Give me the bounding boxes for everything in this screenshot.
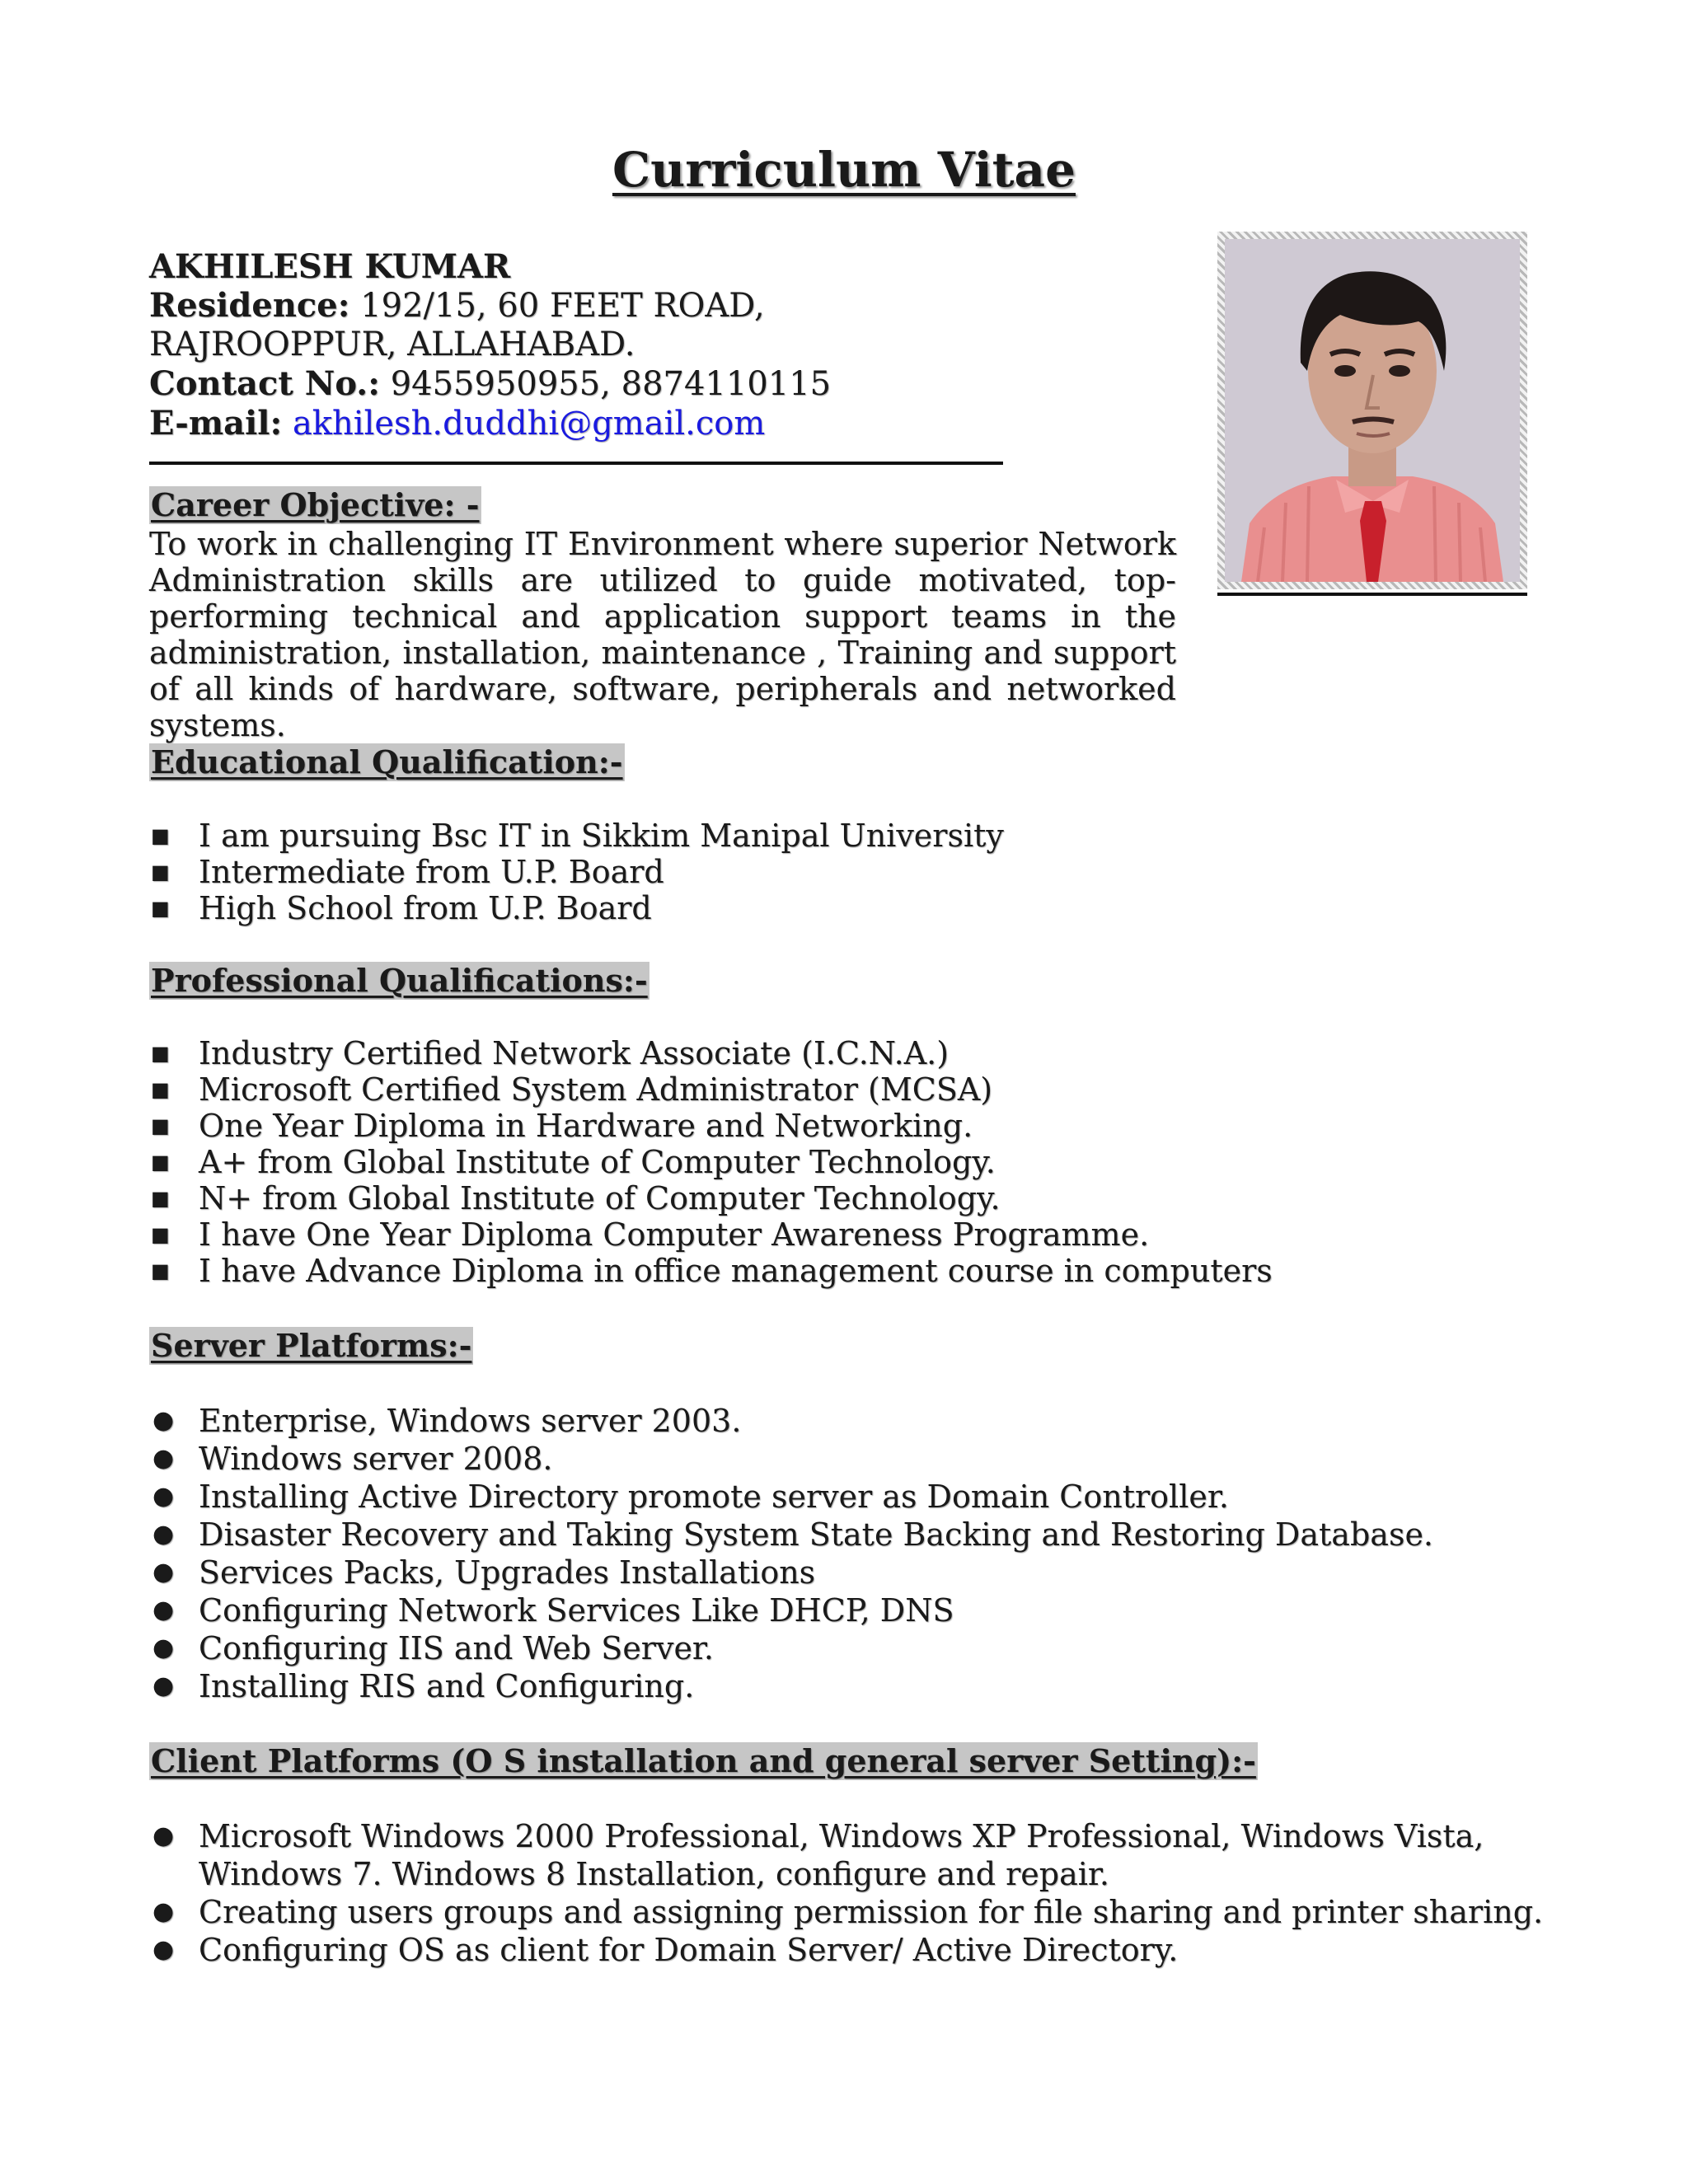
candidate-name: AKHILESH KUMAR [149,247,511,286]
round-bullet-icon: ● [152,1444,175,1473]
square-bullet-icon: ■ [151,824,170,847]
list-item: ● Enterprise, Windows server 2003. [152,1403,742,1439]
list-item: ● Installing RIS and Configuring. [152,1668,695,1704]
square-bullet-icon: ■ [151,897,170,920]
round-bullet-icon: ● [152,1406,175,1435]
list-item: ● Configuring Network Services Like DHCP, DNS [152,1592,954,1629]
round-bullet-icon: ● [152,1821,175,1850]
list-item: ● Configuring IIS and Web Server. [152,1630,714,1666]
education-heading: Educational Qualification:- [151,743,623,780]
square-bullet-icon: ■ [151,1151,170,1174]
residence-label: Residence: [149,286,350,325]
document-title: Curriculum Vitae [612,142,1076,198]
list-item: ■ I have One Year Diploma Computer Awareness Programme. [151,1216,1150,1253]
contact-label: Contact No.: [149,364,380,403]
round-bullet-icon: ● [152,1558,175,1586]
round-bullet-icon: ● [152,1520,175,1549]
list-item: ■ One Year Diploma in Hardware and Networking. [151,1108,973,1144]
client-platforms-list [149,1817,1543,1969]
list-item: ● Services Packs, Upgrades Installations [152,1554,816,1591]
residence-line [149,286,1015,326]
contact-header [149,247,1015,443]
list-item: ● Windows server 2008. [152,1441,553,1477]
career-objective-heading: Career Objective: - [151,486,480,523]
list-item: ● Configuring OS as client for Domain Server/ Active Directory. [152,1932,1179,1968]
email-link[interactable]: akhilesh.duddhi@gmail.com [292,405,766,443]
residence-address-line2: RAJROOPPUR, ALLAHABAD. [149,326,635,363]
square-bullet-icon: ■ [151,1042,170,1065]
round-bullet-icon: ● [152,1671,175,1700]
career-objective-text: To work in challenging IT Environment where superior Network Administration skills are utilized to guide motivated, top-performing technical and application support teams in the administration, installation, maintenance , Training and support of all kinds of hardware, software, peripherals and networked systems. [149,526,1176,743]
square-bullet-icon: ■ [151,1259,170,1282]
professional-heading: Professional Qualifications:- [151,962,648,999]
photo-underline [1217,593,1527,596]
server-platforms-heading: Server Platforms:- [151,1327,472,1364]
round-bullet-icon: ● [152,1897,175,1926]
list-item: ● Disaster Recovery and Taking System State Backing and Restoring Database. [152,1516,1434,1553]
square-bullet-icon: ■ [151,1114,170,1137]
contact-numbers: 9455950955, 8874110115 [379,365,832,403]
square-bullet-icon: ■ [151,1078,170,1101]
contact-line [149,364,1015,404]
residence-address-line1: 192/15, 60 FEET ROAD, [349,287,765,325]
header-divider [149,462,1003,465]
list-item: ■ Industry Certified Network Associate (I.C.N.A.) [151,1035,950,1071]
client-platforms-heading: Client Platforms (O S installation and general server Setting):- [151,1742,1256,1779]
list-item: ■ I am pursuing Bsc IT in Sikkim Manipal University [151,818,1004,854]
list-item: ■ High School from U.P. Board [151,890,652,926]
professional-list [149,1035,1273,1289]
list-item: ■ Microsoft Certified System Administrator (MCSA) [151,1071,993,1108]
list-item: ● Creating users groups and assigning permission for file sharing and printer sharing. [152,1894,1544,1930]
email-line [149,404,1015,443]
square-bullet-icon: ■ [151,1187,170,1210]
square-bullet-icon: ■ [151,1223,170,1246]
square-bullet-icon: ■ [151,860,170,883]
profile-photo-illustration [1225,239,1520,582]
email-label: E-mail: [149,404,283,443]
list-item: ● Installing Active Directory promote server as Domain Controller. [152,1479,1229,1515]
list-item: ■ I have Advance Diploma in office management course in computers [151,1253,1273,1289]
round-bullet-icon: ● [152,1935,175,1964]
profile-photo-frame [1217,232,1527,589]
list-item: ● Microsoft Windows 2000 Professional, Windows XP Professional, Windows Vista, Windows 7. Windows 8 Installation, configure and repair. [152,1818,1484,1892]
server-platforms-list [149,1402,1433,1705]
profile-photo [1225,239,1520,582]
round-bullet-icon: ● [152,1596,175,1624]
list-item: ■ N+ from Global Institute of Computer Technology. [151,1180,1001,1216]
round-bullet-icon: ● [152,1633,175,1662]
round-bullet-icon: ● [152,1482,175,1511]
list-item: ■ Intermediate from U.P. Board [151,854,664,890]
education-list [149,818,1004,926]
list-item: ■ A+ from Global Institute of Computer Technology. [151,1144,996,1180]
